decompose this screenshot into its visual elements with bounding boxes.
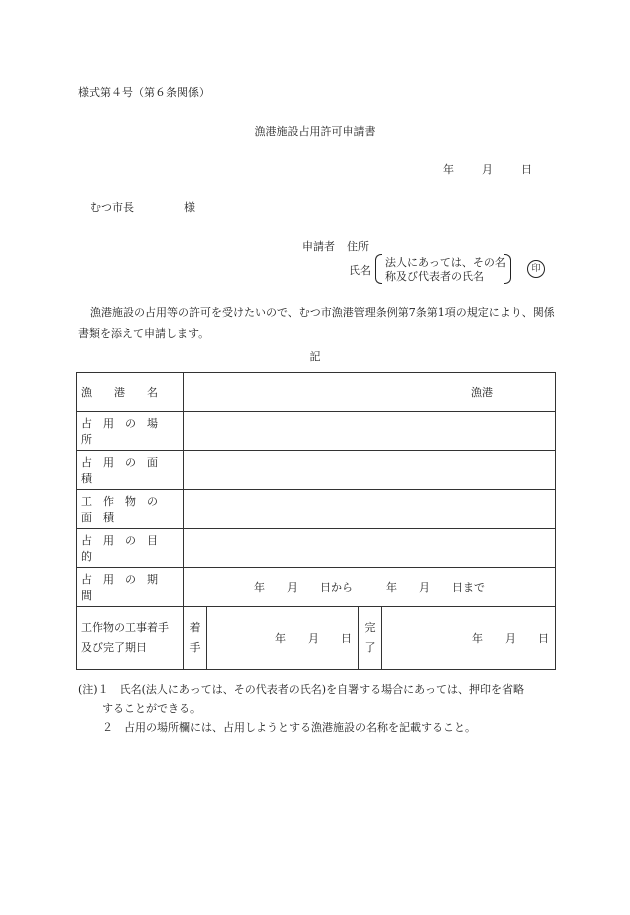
form-number: 様式第４号（第６条関係） [78,86,210,99]
ki-heading: 記 [309,350,321,363]
start-date-field[interactable]: 年 月 日 [207,607,359,670]
note-1-line2: することができる。 [102,702,201,715]
structure-area-field[interactable] [184,490,556,529]
start-label [184,607,207,670]
note-2 [78,718,524,737]
table-row [77,490,556,529]
place-field[interactable] [184,412,556,451]
address-label: 住所 [347,240,369,253]
addressee-name: むつ市長 [90,201,134,214]
date-month: 月 [482,163,493,176]
document-title: 漁港施設占用許可申請書 [254,125,376,138]
purpose-label: 占 用 の 目 的 [77,529,184,568]
period-field[interactable]: 年 月 日から 年 月 日まで [184,568,556,607]
name-note-bracket [375,254,511,284]
date-year: 年 [443,163,454,176]
applicant-address-row [302,238,369,254]
construction-label-line2: 及び完了期日 [81,641,147,654]
note-2-prefix: ２ [102,721,113,734]
table-row [77,568,556,607]
period-label: 占 用 の 期 間 [77,568,184,607]
name-note-line2: 称及び代表者の氏名 [385,270,484,283]
purpose-field[interactable] [184,529,556,568]
bracket-left [375,254,382,284]
notes [78,680,524,737]
end-label [359,607,382,670]
date-day: 日 [521,163,532,176]
note-1-text: 氏名(法人にあっては、その代表者の氏名)を自署する場合にあっては、押印を省略 [119,683,524,696]
table-row [77,529,556,568]
name-label: 氏名 [349,264,371,277]
table-row [77,451,556,490]
harbor-suffix: 漁港 [471,386,493,399]
table-row [77,607,556,670]
harbor-name-field[interactable] [184,373,556,412]
harbor-name-label: 漁 港 名 [77,373,184,412]
request-body: 漁港施設の占用等の許可を受けたいので、むつ市漁港管理条例第7条第1項の規定により、関係書類を添えて申請します。 [78,306,555,340]
seal-mark: 印 [527,260,545,278]
start-char-2: 手 [189,641,201,654]
place-label: 占 用 の 場 所 [77,412,184,451]
addressee [90,199,195,215]
application-table [76,372,556,670]
note-1-prefix: (注)１ [78,683,109,696]
end-date-field[interactable]: 年 月 日 [382,607,556,670]
table-row [77,412,556,451]
addressee-honorific: 様 [184,201,195,214]
end-char-1: 完 [364,621,376,634]
date-line [443,161,532,177]
table-row [77,373,556,412]
note-2-text: 占用の場所欄には、占用しようとする漁港施設の名称を記載すること。 [124,721,476,734]
construction-label [77,607,184,670]
applicant-label: 申請者 [302,240,335,253]
structure-area-label: 工 作 物 の 面 積 [77,490,184,529]
end-char-2: 了 [364,641,376,654]
start-char-1: 着 [189,621,201,634]
note-1-line1 [78,680,524,699]
name-note-line1: 法人にあっては、その名 [385,256,506,269]
area-label: 占 用 の 面 積 [77,451,184,490]
area-field[interactable] [184,451,556,490]
construction-label-line1: 工作物の工事着手 [81,621,169,634]
